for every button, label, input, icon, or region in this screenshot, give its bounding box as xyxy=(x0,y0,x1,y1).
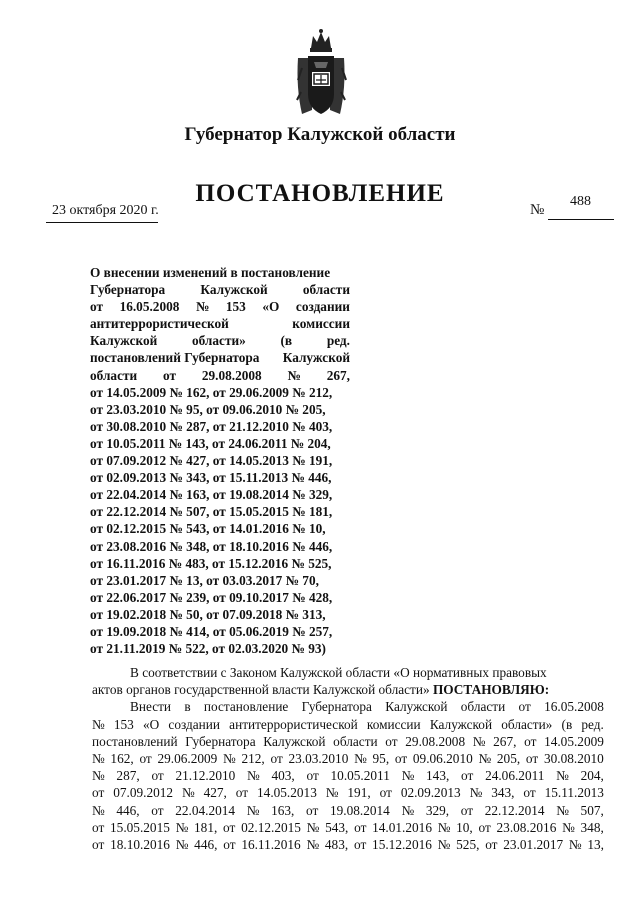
title-line xyxy=(90,418,350,435)
body-word: Губернатора xyxy=(301,699,372,715)
body-word: 143, xyxy=(426,768,450,784)
title-word: от 23.03.2010 № 95, от 09.06.2010 № 205, xyxy=(90,401,326,417)
body-word: 543, xyxy=(325,819,349,835)
body-word: № xyxy=(437,819,451,835)
body-word: 16.05.2008 xyxy=(544,699,604,715)
body-word: № xyxy=(92,716,105,732)
body-word: постановление xyxy=(203,699,289,715)
body-word: от xyxy=(139,751,152,767)
title-line xyxy=(90,572,350,589)
document-body xyxy=(92,664,604,853)
authority-name: Губернатор Калужской области xyxy=(184,124,456,145)
body-word: от xyxy=(354,819,367,835)
body-word: от xyxy=(270,751,283,767)
title-line xyxy=(90,503,350,520)
body-word: 29.06.2009 xyxy=(157,751,218,767)
body-word: 22.04.2014 xyxy=(175,802,236,818)
body-word: № xyxy=(401,802,415,818)
body-word: № xyxy=(246,802,260,818)
title-line xyxy=(90,349,350,366)
body-word: № xyxy=(437,837,451,853)
body-line xyxy=(92,819,604,836)
body-word: 163, xyxy=(271,802,295,818)
document-type-heading: ПОСТАНОВЛЕНИЕ xyxy=(195,180,445,207)
preamble-line xyxy=(92,681,604,698)
body-word: № xyxy=(478,751,492,767)
body-word: от xyxy=(460,802,474,818)
body-word: постановлений xyxy=(92,733,178,749)
title-line xyxy=(90,435,350,452)
title-word: от xyxy=(163,367,177,383)
body-word: 02.12.2015 xyxy=(241,819,301,835)
body-word: 329, xyxy=(425,802,450,818)
title-line xyxy=(90,298,350,315)
title-word: от 07.09.2012 № 427, от 14.05.2013 № 191, xyxy=(90,453,333,469)
body-line xyxy=(92,802,604,819)
body-line xyxy=(92,698,604,715)
title-word: (в xyxy=(280,333,293,349)
title-word: от xyxy=(90,299,104,315)
body-word: 30.08.2010 xyxy=(543,751,604,767)
title-line xyxy=(90,367,350,384)
body-word: 10.05.2011 xyxy=(330,768,390,784)
title-word: «О xyxy=(262,299,280,315)
body-word: 10, xyxy=(456,819,473,835)
title-word: от 23.08.2016 № 348, от 18.10.2016 № 446, xyxy=(90,538,333,554)
body-word: от xyxy=(235,785,249,801)
body-line xyxy=(92,716,604,733)
title-word: от 21.11.2019 № 522, от 02.03.2020 № 93) xyxy=(90,641,326,657)
body-word: от xyxy=(524,733,537,749)
body-word: № xyxy=(556,802,569,818)
body-word: 15.11.2013 xyxy=(544,785,604,801)
body-word: № xyxy=(306,837,320,853)
body-word: антитеррористической xyxy=(229,716,358,732)
body-word: № xyxy=(469,785,483,801)
body-word: 22.12.2014 xyxy=(484,802,545,818)
body-word: № xyxy=(306,819,320,835)
body-word: от xyxy=(385,733,398,749)
body-word: от xyxy=(92,837,105,853)
date-underline xyxy=(46,222,158,223)
body-line xyxy=(92,750,604,767)
body-word: 95, xyxy=(372,751,390,767)
body-word: комиссии xyxy=(366,716,421,732)
body-word: 16.11.2016 xyxy=(241,837,301,853)
body-word: 267, xyxy=(493,733,517,749)
title-line xyxy=(90,538,350,555)
body-word: от xyxy=(478,819,491,835)
body-word: в xyxy=(184,699,191,715)
title-word: 29.08.2008 xyxy=(201,367,262,383)
body-word: от xyxy=(525,751,539,767)
body-word: 287, xyxy=(116,768,140,784)
title-line xyxy=(90,384,350,401)
body-word: 07.09.2012 xyxy=(113,785,174,801)
title-line xyxy=(90,264,350,281)
body-word: 446, xyxy=(194,837,218,853)
document-title xyxy=(90,264,350,657)
title-word: постановлений Губернатора xyxy=(90,350,260,366)
body-word: от xyxy=(151,768,164,784)
body-word: 23.03.2010 xyxy=(288,751,349,767)
body-word: 446, xyxy=(116,802,140,818)
title-word: 153 xyxy=(225,299,246,315)
title-line xyxy=(90,623,350,640)
title-word: от 19.09.2018 № 414, от 05.06.2019 № 257, xyxy=(90,623,333,639)
title-line xyxy=(90,452,350,469)
title-line xyxy=(90,315,350,332)
body-word: 18.10.2016 xyxy=(110,837,170,853)
title-word: антитеррористической xyxy=(90,316,229,332)
body-word: 29.08.2008 xyxy=(405,733,466,749)
title-word: от 23.01.2017 № 13, от 03.03.2017 № 70, xyxy=(90,572,319,588)
body-word: ред. xyxy=(581,716,604,732)
title-word: № xyxy=(195,299,210,315)
body-word: 21.12.2010 xyxy=(175,768,236,784)
body-word: Губернатора xyxy=(185,733,256,749)
body-word: Калужской xyxy=(429,716,493,732)
body-word: 153 xyxy=(113,716,134,732)
title-word: Калужской xyxy=(90,333,158,349)
body-word: № xyxy=(223,751,236,767)
body-word: от xyxy=(223,819,236,835)
body-word: от xyxy=(306,768,319,784)
body-word: (в xyxy=(561,716,573,732)
body-word: Калужской xyxy=(385,699,448,715)
title-word: Калужской xyxy=(200,282,268,298)
body-word: № xyxy=(92,768,105,784)
preamble-text: В соответствии с Законом Калужской области «О нормативных правовых xyxy=(130,665,547,680)
body-word: 162, xyxy=(110,751,134,767)
title-word: области xyxy=(302,282,350,298)
body-word: «О xyxy=(142,716,160,732)
body-word: № xyxy=(325,785,339,801)
body-line xyxy=(92,767,604,784)
title-word: от 22.04.2014 № 163, от 19.08.2014 № 329, xyxy=(90,487,333,503)
preamble-text: актов органов государственной власти Калужской области» xyxy=(92,682,430,698)
body-word: 483, xyxy=(324,837,349,853)
body-word: от xyxy=(485,837,498,853)
body-word: от xyxy=(353,837,367,853)
body-word: 14.05.2009 xyxy=(544,733,604,749)
number-sign: № xyxy=(530,202,545,218)
document-number: 488 xyxy=(570,194,591,209)
title-word: от 02.09.2013 № 343, от 15.11.2013 № 446, xyxy=(90,470,332,486)
preamble-line xyxy=(92,664,604,681)
body-word: 19.08.2014 xyxy=(329,802,390,818)
body-word: от xyxy=(523,785,536,801)
title-word: № xyxy=(287,367,301,383)
body-word: 427, xyxy=(203,785,227,801)
body-word: области» xyxy=(501,716,553,732)
body-word: 15.12.2016 xyxy=(372,837,432,853)
body-word: 212, xyxy=(241,751,265,767)
body-word: от xyxy=(306,802,319,818)
title-word: от 02.12.2015 № 543, от 14.01.2016 № 10, xyxy=(90,521,326,537)
body-word: от xyxy=(223,837,236,853)
body-line xyxy=(92,733,604,750)
title-word: области» xyxy=(191,333,246,349)
title-line xyxy=(90,606,350,623)
body-word: 403, xyxy=(271,768,295,784)
body-word: 24.06.2011 xyxy=(485,768,545,784)
body-word: от xyxy=(92,785,105,801)
body-word: 507, xyxy=(580,802,604,818)
body-word: 15.05.2015 xyxy=(110,819,170,835)
body-word: № xyxy=(568,837,582,853)
title-line xyxy=(90,469,350,486)
body-word: создании xyxy=(168,716,220,732)
title-word: от 30.08.2010 № 287, от 21.12.2010 № 403, xyxy=(90,418,333,434)
title-line xyxy=(90,401,350,418)
body-lines xyxy=(92,698,604,853)
body-word: № xyxy=(175,819,189,835)
title-word: 267, xyxy=(326,367,350,383)
body-word: 343, xyxy=(491,785,515,801)
body-word: № xyxy=(556,768,569,784)
body-word: № xyxy=(354,751,367,767)
body-word: 191, xyxy=(347,785,371,801)
body-word: Калужской xyxy=(263,733,326,749)
title-line xyxy=(90,332,350,349)
title-word: от 14.05.2009 № 162, от 29.06.2009 № 212, xyxy=(90,384,333,400)
body-word: 02.09.2013 xyxy=(400,785,461,801)
body-word: 204, xyxy=(580,768,604,784)
body-word: 14.05.2013 xyxy=(257,785,317,801)
title-line xyxy=(90,486,350,503)
number-underline xyxy=(548,219,614,220)
body-line xyxy=(92,784,604,801)
body-word: № xyxy=(472,733,486,749)
body-word: 13, xyxy=(587,837,604,853)
body-line xyxy=(92,836,604,853)
body-word: 23.01.2017 xyxy=(503,837,564,853)
body-word: № xyxy=(562,819,575,835)
decree-word: ПОСТАНОВЛЯЮ: xyxy=(432,682,550,698)
body-word: 348, xyxy=(580,819,604,835)
body-word: № xyxy=(92,751,105,767)
body-word: от xyxy=(379,785,392,801)
title-word: 16.05.2008 xyxy=(119,299,180,315)
document-date: 23 октября 2020 г. xyxy=(52,203,159,218)
coat-of-arms-emblem xyxy=(292,28,350,120)
body-word: от xyxy=(461,768,474,784)
body-word: № xyxy=(175,837,189,853)
body-word: Внести xyxy=(130,699,172,715)
body-word: от xyxy=(518,699,531,715)
title-word: от 19.02.2018 № 50, от 07.09.2018 № 313, xyxy=(90,606,326,622)
title-word: Губернатора xyxy=(90,282,166,298)
body-word: 09.06.2010 xyxy=(412,751,473,767)
title-word: Калужской xyxy=(282,350,350,366)
title-word: создании xyxy=(295,299,350,315)
body-word: от xyxy=(394,751,408,767)
body-word: № xyxy=(401,768,415,784)
title-line xyxy=(90,520,350,537)
body-word: от xyxy=(92,819,105,835)
body-word: 14.01.2016 xyxy=(372,819,432,835)
body-word: № xyxy=(181,785,195,801)
body-word: от xyxy=(151,802,164,818)
body-word: № xyxy=(92,802,105,818)
body-word: 205, xyxy=(496,751,521,767)
title-word: от 10.05.2011 № 143, от 24.06.2011 № 204, xyxy=(90,435,331,451)
title-word: от 22.12.2014 № 507, от 15.05.2015 № 181, xyxy=(90,504,333,520)
title-word: О внесении изменений в постановление xyxy=(90,265,331,280)
body-word: 525, xyxy=(456,837,480,853)
body-word: области xyxy=(460,699,506,715)
body-word: 23.08.2016 xyxy=(496,819,557,835)
body-word: области xyxy=(333,733,378,749)
body-word: № xyxy=(247,768,260,784)
title-word: комиссии xyxy=(292,316,350,332)
title-word: области xyxy=(90,367,138,383)
title-line xyxy=(90,281,350,298)
body-word: 181, xyxy=(194,819,218,835)
title-line xyxy=(90,640,350,657)
title-line xyxy=(90,589,350,606)
title-word: от 22.06.2017 № 239, от 09.10.2017 № 428, xyxy=(90,589,333,605)
title-line xyxy=(90,555,350,572)
title-word: от 16.11.2016 № 483, от 15.12.2016 № 525, xyxy=(90,555,332,571)
title-word: ред. xyxy=(326,333,350,349)
